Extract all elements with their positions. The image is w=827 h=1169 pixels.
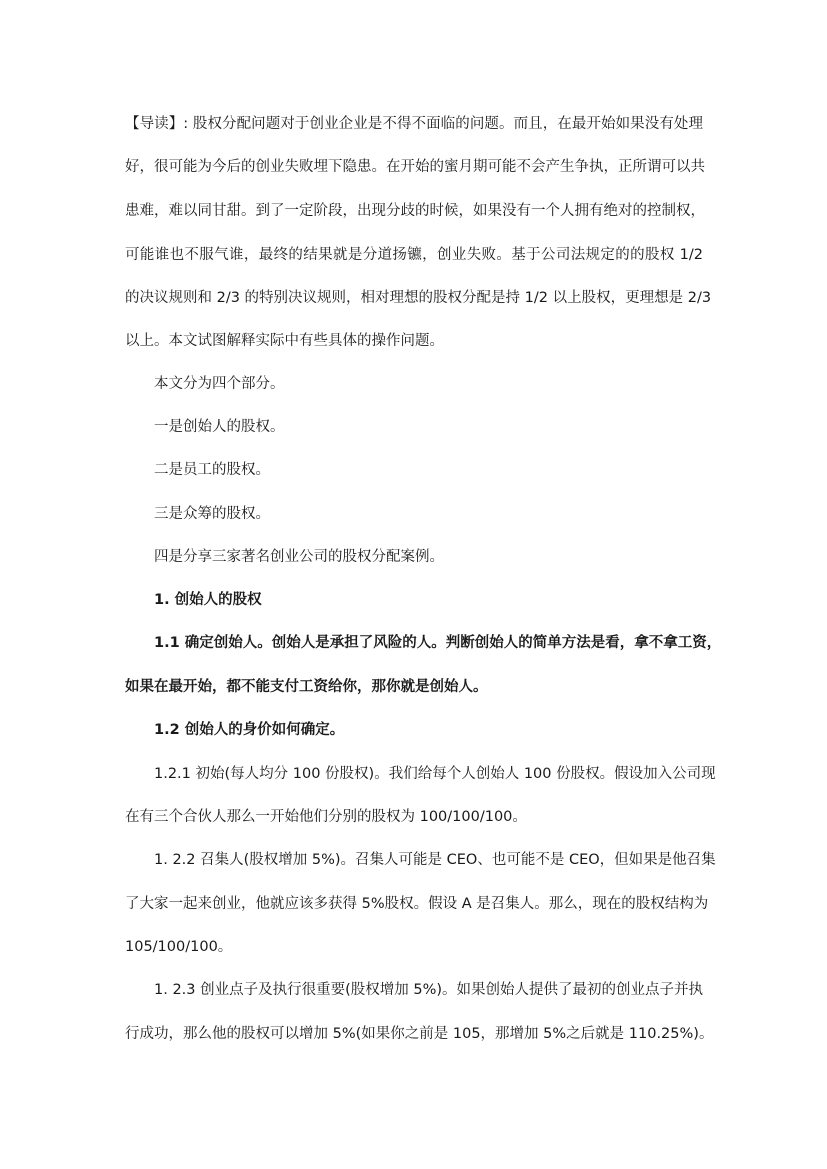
section-heading: 1. 创始人的股权 bbox=[154, 592, 262, 608]
paragraph-1-2-2-line: 105/100/100。 bbox=[125, 939, 233, 955]
intro-paragraph-line: 可能谁也不服气谁，最终的结果就是分道扬镳，创业失败。基于公司法规定的的股权 1/2 bbox=[125, 247, 703, 263]
outline-item: 三是众筹的股权。 bbox=[154, 506, 270, 522]
outline-item: 一是创始人的股权。 bbox=[154, 419, 285, 435]
paragraph-1-2-1-line: 1.2.1 初始(每人均分 100 份股权)。我们给每个人创始人 100 份股权。假设加入公司现 bbox=[154, 766, 716, 782]
intro-paragraph-line: 【导读】: 股权分配问题对于创业企业是不得不面临的问题。而且，在最开始如果没有处理 bbox=[125, 116, 703, 132]
outline-item: 四是分享三家著名创业公司的股权分配案例。 bbox=[154, 549, 444, 565]
paragraph-1-2-3-line: 1. 2.3 创业点子及执行很重要(股权增加 5%)。如果创始人提供了最初的创业点子并执 bbox=[154, 982, 704, 998]
intro-paragraph-line: 好，很可能为今后的创业失败埋下隐患。在开始的蜜月期可能不会产生争执，正所谓可以共 bbox=[125, 159, 705, 175]
paragraph-1-2-2-line: 1. 2.2 召集人(股权增加 5%)。召集人可能是 CEO、也可能不是 CEO，但如果是他召集 bbox=[154, 852, 716, 868]
intro-paragraph-line: 以上。本文试图解释实际中有些具体的操作问题。 bbox=[125, 333, 444, 349]
subsection-heading: 1.2 创始人的身价如何确定。 bbox=[154, 722, 345, 738]
paragraph-1-2-2-line: 了大家一起来创业，他就应该多获得 5%股权。假设 A 是召集人。那么，现在的股权结构为 bbox=[125, 896, 709, 912]
outline-intro: 本文分为四个部分。 bbox=[154, 376, 285, 392]
subsection-1-1-line: 如果在最开始，都不能支付工资给你，那你就是创始人。 bbox=[125, 679, 488, 695]
intro-paragraph-line: 患难，难以同甘甜。到了一定阶段，出现分歧的时候，如果没有一个人拥有绝对的控制权， bbox=[125, 203, 705, 219]
outline-item: 二是员工的股权。 bbox=[154, 462, 270, 478]
paragraph-1-2-3-line: 行成功，那么他的股权可以增加 5%(如果你之前是 105，那增加 5%之后就是 110.25%)。 bbox=[125, 1026, 714, 1042]
paragraph-1-2-1-line: 在有三个合伙人那么一开始他们分别的股权为 100/100/100。 bbox=[125, 809, 527, 825]
subsection-1-1-line: 1.1 确定创始人。创始人是承担了风险的人。判断创始人的简单方法是看，拿不拿工资， bbox=[154, 635, 722, 651]
intro-paragraph-line: 的决议规则和 2/3 的特别决议规则，相对理想的股权分配是持 1/2 以上股权，更理想是 2/3 bbox=[125, 290, 712, 306]
